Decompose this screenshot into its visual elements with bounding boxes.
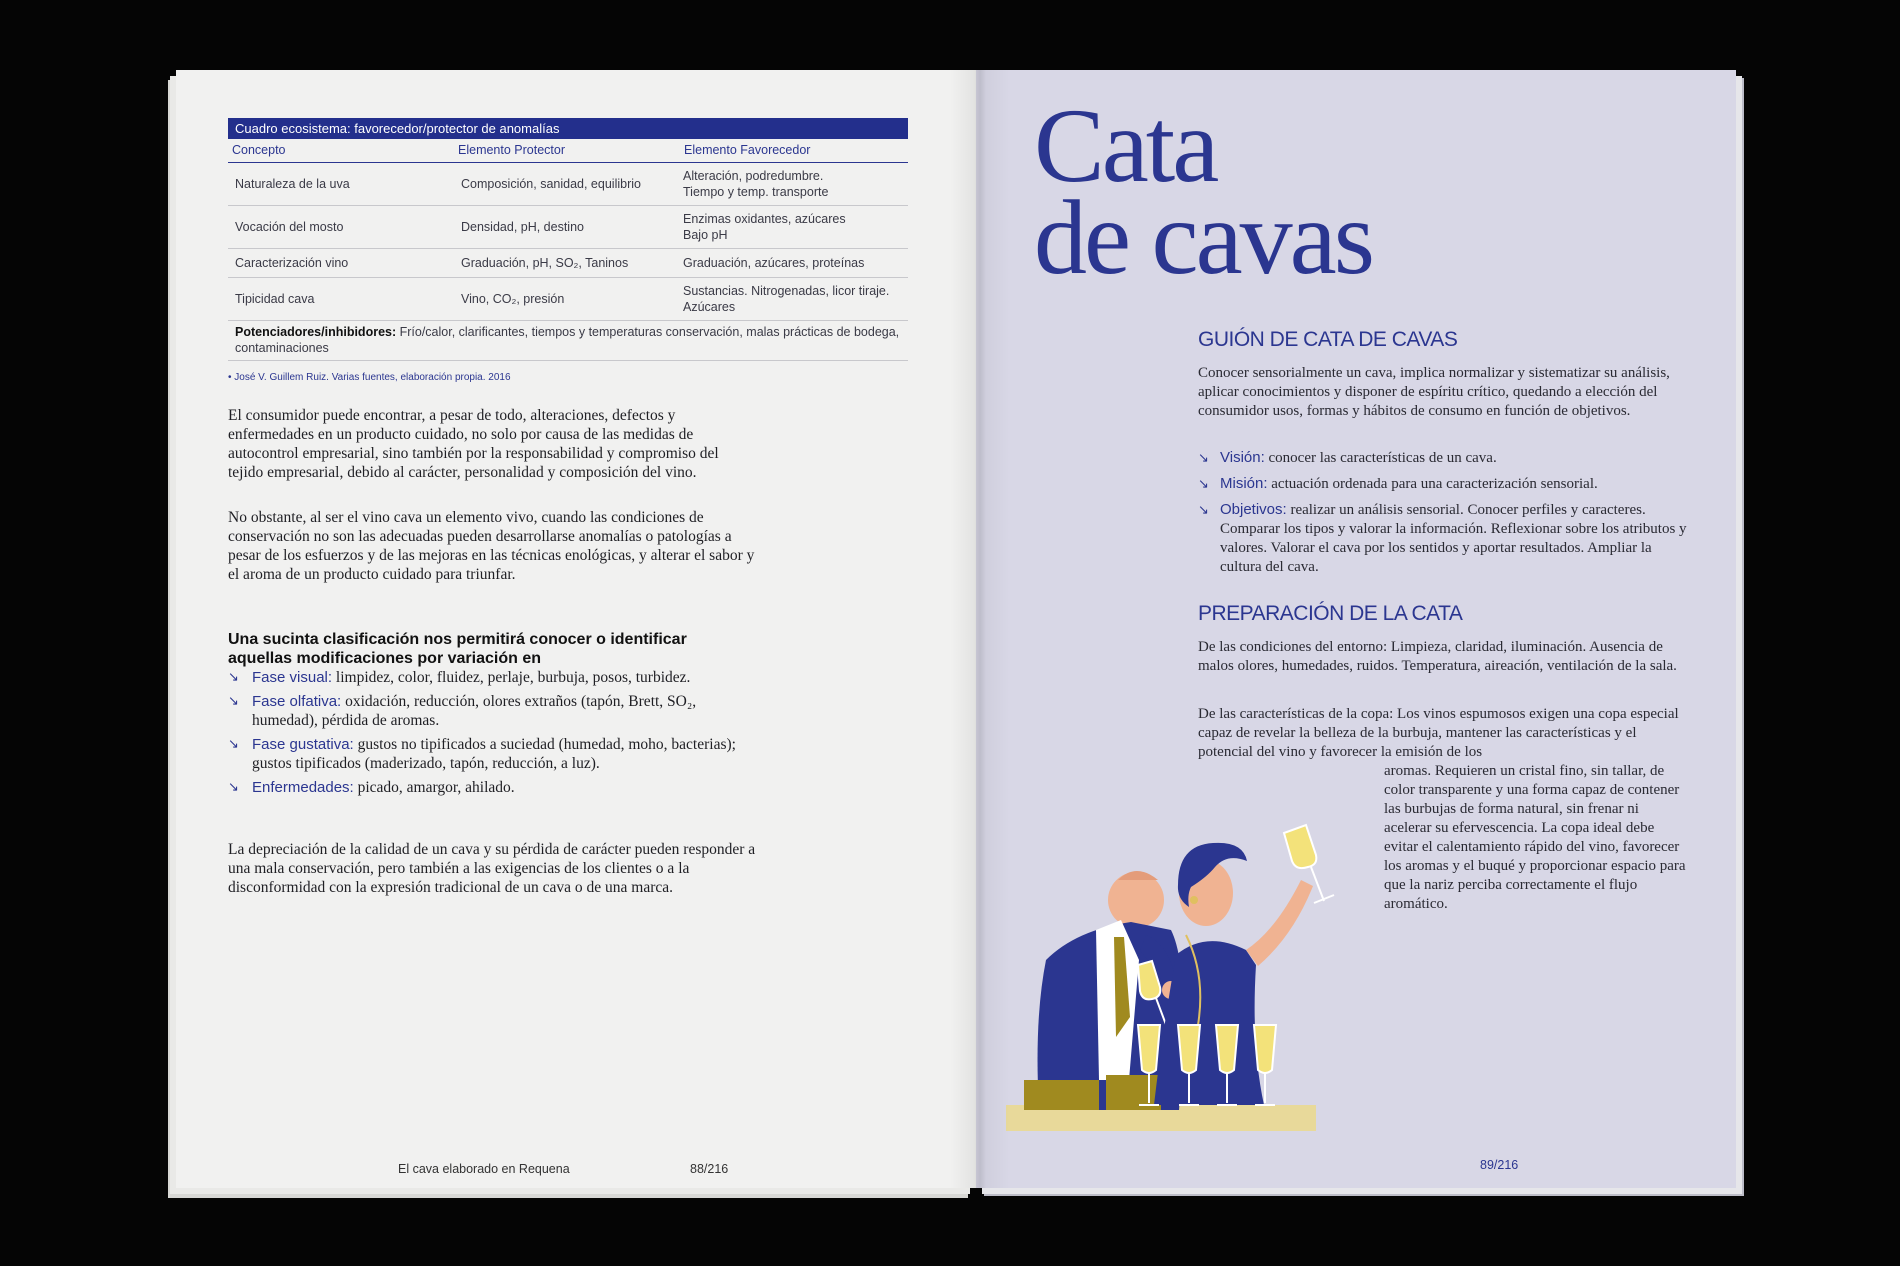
arrow-down-right-icon: ↘ [228,670,239,685]
list-text: limpidez, color, fluidez, perlaje, burbuja, posos, turbidez. [332,669,691,686]
body-paragraph: La depreciación de la calidad de un cava y su pérdida de carácter pueden responder a una mala conservación, pero también a las exigencias de los clientes o a la disconformidad con la expresión tradicional de un cava o de una marca. [228,841,756,896]
list-text: conocer las características de un cava. [1264,450,1497,466]
left-page [176,70,976,1188]
subheading: Una sucinta clasificación nos permitirá conocer o identificar aquellas modificaciones por variación en [228,631,687,667]
chapter-title-line: de cavas [1034,179,1372,296]
list-text: actuación ordenada para una caracterización sensorial. [1267,476,1598,492]
list-term: Fase visual: [252,669,333,686]
arrow-down-right-icon: ↘ [228,780,239,795]
table-row [228,206,908,249]
table-note [228,321,908,361]
tasting-illustration [1006,785,1396,1135]
table-cell: Alteración, podredumbre. Tiempo y temp. transporte [683,169,829,199]
running-footer: El cava elaborado en Requena [398,1162,570,1176]
table-note-text: Frío/calor, clarificantes, tiempos y temperaturas conservación, malas prácticas de bodega, contaminaciones [235,325,900,355]
table-header-cell: Elemento Favorecedor [684,143,811,157]
table-cell: Enzimas oxidantes, azúcares Bajo pH [683,212,846,242]
book-gutter-shadow [950,70,1010,1188]
list-term: Visión: [1220,449,1265,466]
table-header-cell: Elemento Protector [458,143,565,157]
list-item [228,692,758,730]
list-term: Fase olfativa: [252,693,342,710]
arrow-down-right-icon: ↘ [228,737,239,752]
list-item [1198,474,1688,494]
section-heading: GUIÓN DE CATA DE CAVAS [1198,328,1458,351]
chapter-title-line: Cata [1034,87,1217,204]
body-paragraph: El consumidor puede encontrar, a pesar de todo, alteraciones, defectos y enfermedades en un producto cuidado, no solo por causa de las medidas de autocontrol empresarial, sino también por la responsabilidad y compromiso del tejido empresarial, debido al carácter, personalidad y composición del vino. [228,407,719,481]
table-cell: Caracterización vino [235,256,349,270]
arrow-down-right-icon: ↘ [1198,451,1209,466]
list-item [228,735,758,773]
list-item [228,668,758,687]
body-paragraph: No obstante, al ser el vino cava un elemento vivo, cuando las condiciones de conservación no son las adecuadas pueden desarrollarse anomalías o patologías a pesar de los esfuerzos y de las mejoras en las técnicas enológicas, y alterar el sabor y el aroma de un producto cuidado para triunfar. [228,509,755,583]
list-text: gustos no tipificados a suciedad (humedad, moho, bacterias); gustos tipificados (maderizado, tapón, reducción, a luz). [252,736,736,772]
table-cell: Densidad, pH, destino [461,220,584,234]
page-number: 89/216 [1480,1158,1519,1172]
list-item [1198,500,1688,577]
table-header-row [228,139,908,163]
section-text: De las características de la copa: Los vinos espumosos exigen una copa especial capaz de revelar la belleza de la burbuja, mantener las características y el potencial del vino y favorecer la emisión de los [1198,706,1679,760]
table-header-cell: Concepto [232,143,286,157]
table-cell: Tipicidad cava [235,292,315,306]
table-cell: Vocación del mosto [235,220,344,234]
table-title: Cuadro ecosistema: favorecedor/protector de anomalías [228,118,908,139]
list-text: picado, amargor, ahilado. [353,779,515,796]
table-cell: Naturaleza de la uva [235,177,350,191]
arrow-down-right-icon: ↘ [1198,503,1209,518]
right-page [976,70,1736,1188]
table-cell: Graduación, pH, SO₂, Taninos [461,256,629,270]
list-term: Enfermedades: [252,779,354,796]
table-row [228,278,908,321]
arrow-down-right-icon: ↘ [228,694,239,709]
section-text: Conocer sensorialmente un cava, implica normalizar y sistematizar su análisis, aplicar conocimientos y disponer de espíritu crítico, quedando a elección del consumidor usos, formas y hábitos de consumo en función de objetivos. [1198,365,1670,419]
list-text: realizar un análisis sensorial. Conocer perfiles y caracteres. Comparar los tipos y valorar la información. Reflexionar sobre los atributos y valores. Valorar el cava por los sentidos y aportar resultados. Ampliar la cultura del cava. [1220,502,1687,575]
anomalies-table [228,118,908,361]
list-item [228,778,758,797]
table-note-label: Potenciadores/inhibidores: [235,325,397,339]
list-term: Fase gustativa: [252,736,354,753]
table-cell: Composición, sanidad, equilibrio [461,177,641,191]
section-list [1198,448,1688,583]
page-number: 88/216 [690,1162,729,1176]
table-source: • José V. Guillem Ruiz. Varias fuentes, elaboración propia. 2016 [228,372,511,383]
classification-list [228,668,758,802]
table-cell: Graduación, azúcares, proteínas [683,256,865,270]
table-cell: Vino, CO₂, presión [461,292,565,306]
section-heading: PREPARACIÓN DE LA CATA [1198,602,1463,625]
section-text: aromas. Requieren un cristal fino, sin tallar, de color transparente y una forma capaz de contener las burbujas de forma natural, sin frenar ni acelerar su efervescencia. La copa ideal debe evitar el calentamiento rápido del vino, favorecer los aromas y el buqué y proporcionar espacio para que la nariz perciba correctamente el flujo aromático. [1384,763,1686,912]
section-text: De las condiciones del entorno: Limpieza, claridad, iluminación. Ausencia de malos olores, humedades, ruidos. Temperatura, aireación, ventilación de la sala. [1198,639,1677,674]
table-row [228,249,908,278]
chapter-title [1034,87,1372,296]
arrow-down-right-icon: ↘ [1198,477,1209,492]
list-text: oxidación, reducción, olores extraños (tapón, Brett, SO₂, humedad), pérdida de aromas. [252,693,697,729]
table-cell: Sustancias. Nitrogenadas, licor tiraje. Azúcares [683,284,890,314]
list-item [1198,448,1688,468]
table-row [228,163,908,206]
list-term: Objetivos: [1220,501,1287,518]
list-term: Misión: [1220,475,1268,492]
